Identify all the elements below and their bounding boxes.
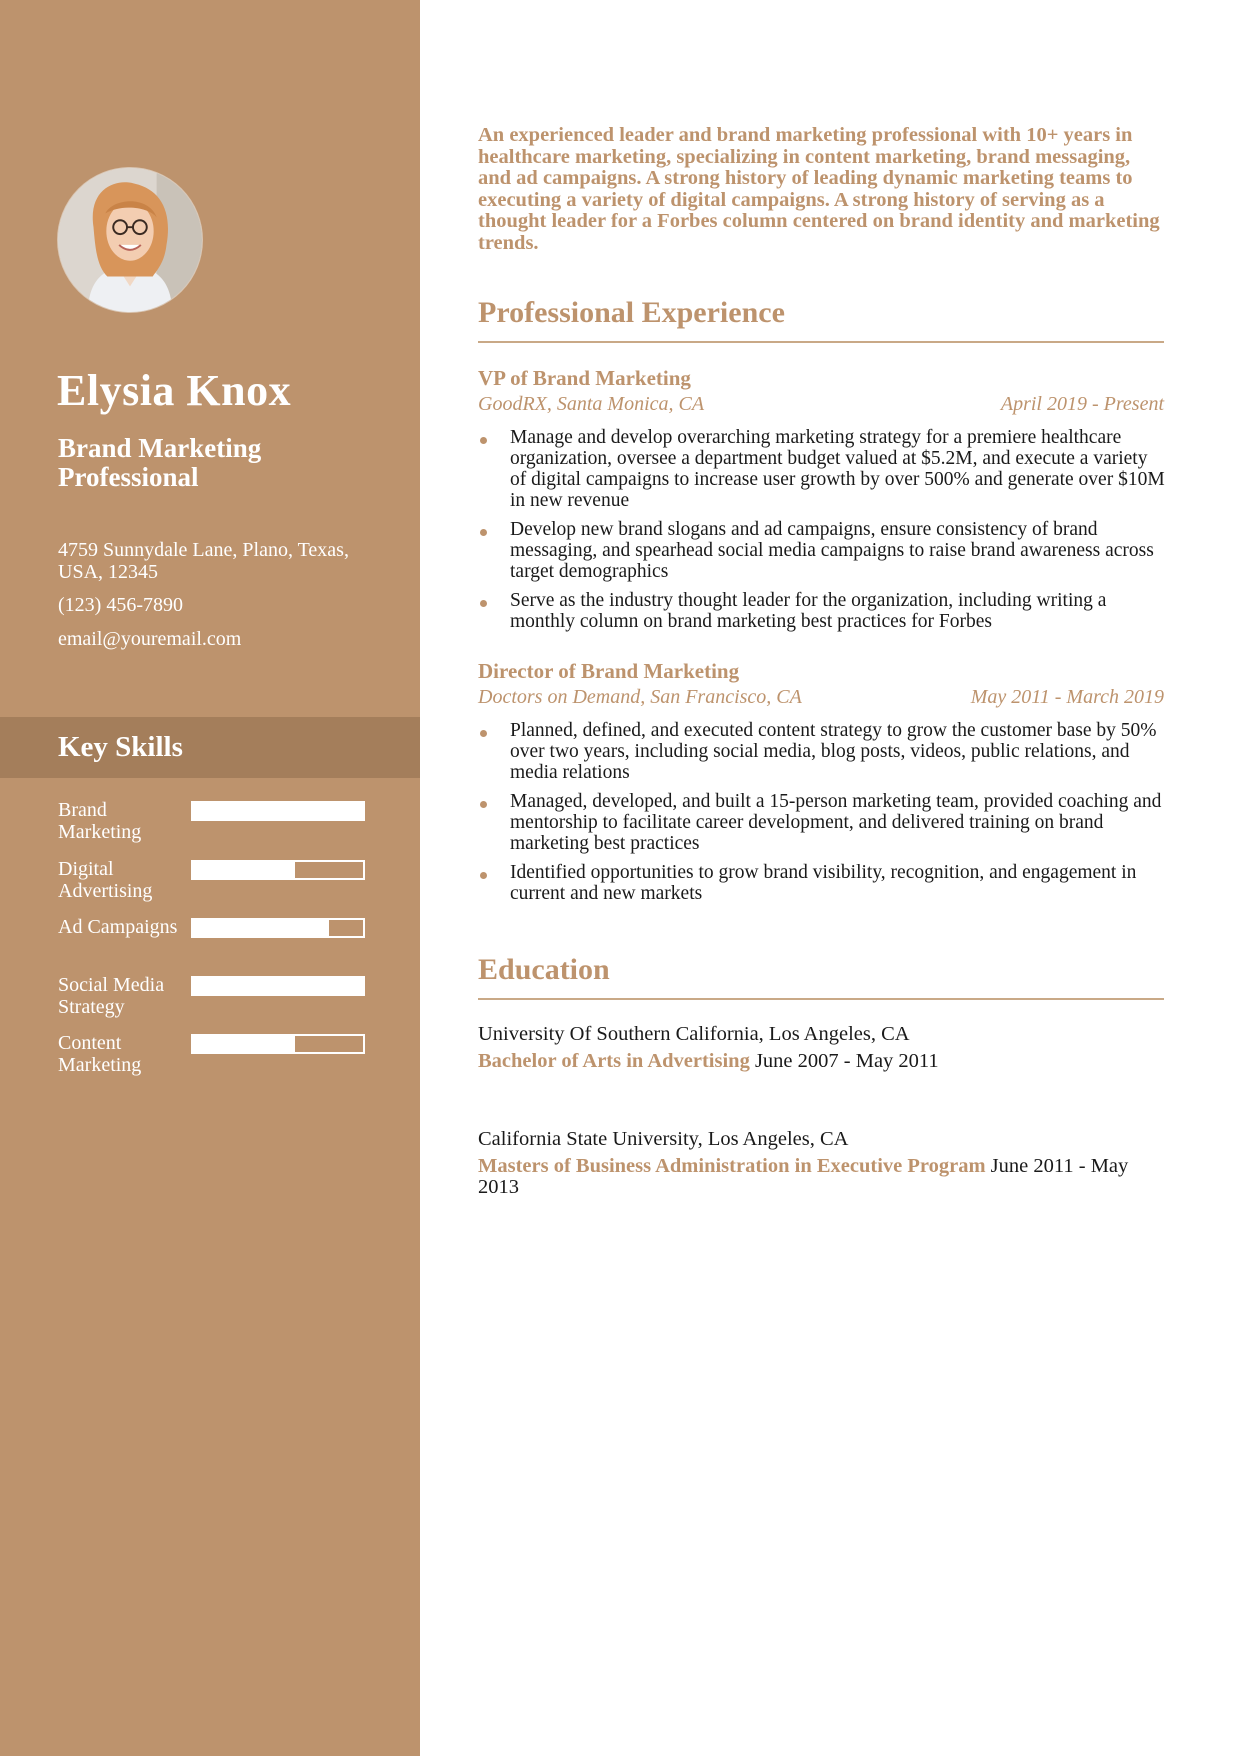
edu-dates: June 2011 - May 2013 xyxy=(478,1155,1129,1198)
skill-bar-fill xyxy=(193,1036,295,1052)
skill-bar xyxy=(191,801,365,821)
skill-row xyxy=(58,916,368,968)
job-bullets xyxy=(478,427,1168,640)
job-dates: May 2011 - March 2019 xyxy=(970,686,1164,708)
education-heading: Education xyxy=(478,953,610,986)
profile-title: Brand Marketing Professional xyxy=(58,433,262,492)
contact-phone: (123) 456-7890 xyxy=(58,594,183,616)
bullet-text: Identified opportunities to grow brand visibility, recognition, and engagement in current and new markets xyxy=(510,862,1137,904)
bullet-icon xyxy=(480,437,487,444)
bullet-icon xyxy=(480,600,487,607)
skill-label: Content Marketing xyxy=(58,1032,142,1076)
edu-degree: Bachelor of Arts in Advertising xyxy=(478,1050,750,1072)
skill-row xyxy=(58,858,368,910)
bullet-text: Develop new brand slogans and ad campaigns, ensure consistency of brand messaging, and spearhead social media campaigns to raise brand awareness across target demographics xyxy=(510,519,1154,582)
skill-bar xyxy=(191,860,365,880)
skill-bar-fill xyxy=(193,978,363,994)
contact-address: 4759 Sunnydale Lane, Plano, Texas, USA, 12345 xyxy=(58,539,349,583)
list-item xyxy=(478,720,1168,783)
list-item xyxy=(478,862,1168,904)
skill-label: Social Media Strategy xyxy=(58,974,165,1018)
list-item xyxy=(478,791,1168,854)
section-divider xyxy=(478,341,1164,343)
skills-heading: Key Skills xyxy=(58,731,183,763)
bullet-text: Managed, developed, and built a 15-person marketing team, provided coaching and mentorship to facilitate career development, and delivered training on brand marketing best practices xyxy=(510,791,1162,854)
bullet-text: Manage and develop overarching marketing strategy for a premiere healthcare organization, oversee a department budget valued at $5.2M, and execute a variety of digital campaigns to increase user growth by over 500% and generate over $10M in new revenue xyxy=(510,427,1165,511)
summary: An experienced leader and brand marketing professional with 10+ years in healthcare marketing, specializing in content marketing, brand messaging, and ad campaigns. A strong history of leading dynamic marketing teams to executing a variety of digital campaigns. A strong history of serving as a thought leader for a Forbes column centered on brand identity and marketing trends. xyxy=(478,124,1160,254)
experience-heading: Professional Experience xyxy=(478,296,785,329)
skill-bar-fill xyxy=(193,862,295,878)
avatar xyxy=(57,167,203,313)
job-title: VP of Brand Marketing xyxy=(478,366,691,390)
bullet-text: Serve as the industry thought leader for the organization, including writing a monthly column on brand marketing best practices for Forbes xyxy=(510,590,1107,632)
list-item xyxy=(478,519,1168,582)
skill-row xyxy=(58,799,368,851)
bullet-text: Planned, defined, and executed content strategy to grow the customer base by 50% over two years, including social media, blog posts, videos, public relations, and media relations xyxy=(510,720,1157,783)
skill-row xyxy=(58,974,368,1026)
skill-bar-fill xyxy=(193,920,329,936)
bullet-icon xyxy=(480,801,487,808)
edu-school: California State University, Los Angeles, CA xyxy=(478,1128,849,1150)
edu-school: University Of Southern California, Los Angeles, CA xyxy=(478,1023,910,1045)
section-divider xyxy=(478,998,1164,1000)
skill-bar xyxy=(191,1034,365,1054)
edu-dates: June 2007 - May 2011 xyxy=(754,1050,939,1072)
skill-row xyxy=(58,1032,368,1084)
skill-bar-fill xyxy=(193,803,363,819)
job-dates: April 2019 - Present xyxy=(1000,393,1164,415)
list-item xyxy=(478,427,1168,511)
list-item xyxy=(478,590,1168,632)
profile-name: Elysia Knox xyxy=(57,366,292,415)
skill-bar xyxy=(191,976,365,996)
job-company: Doctors on Demand, San Francisco, CA xyxy=(478,686,802,708)
edu-degree: Masters of Business Administration in Executive Program xyxy=(478,1155,986,1177)
skill-bar xyxy=(191,918,365,938)
edu-degree-line xyxy=(478,1156,1168,1198)
skill-label: Digital Advertising xyxy=(58,858,153,902)
skill-label: Brand Marketing xyxy=(58,799,142,843)
job-company: GoodRX, Santa Monica, CA xyxy=(478,393,705,415)
job-title: Director of Brand Marketing xyxy=(478,659,740,683)
bullet-icon xyxy=(480,872,487,879)
bullet-icon xyxy=(480,529,487,536)
skill-label: Ad Campaigns xyxy=(58,916,178,938)
contact-email: email@youremail.com xyxy=(58,628,242,650)
edu-degree-line xyxy=(478,1051,1168,1072)
job-bullets xyxy=(478,720,1168,912)
bullet-icon xyxy=(480,730,487,737)
